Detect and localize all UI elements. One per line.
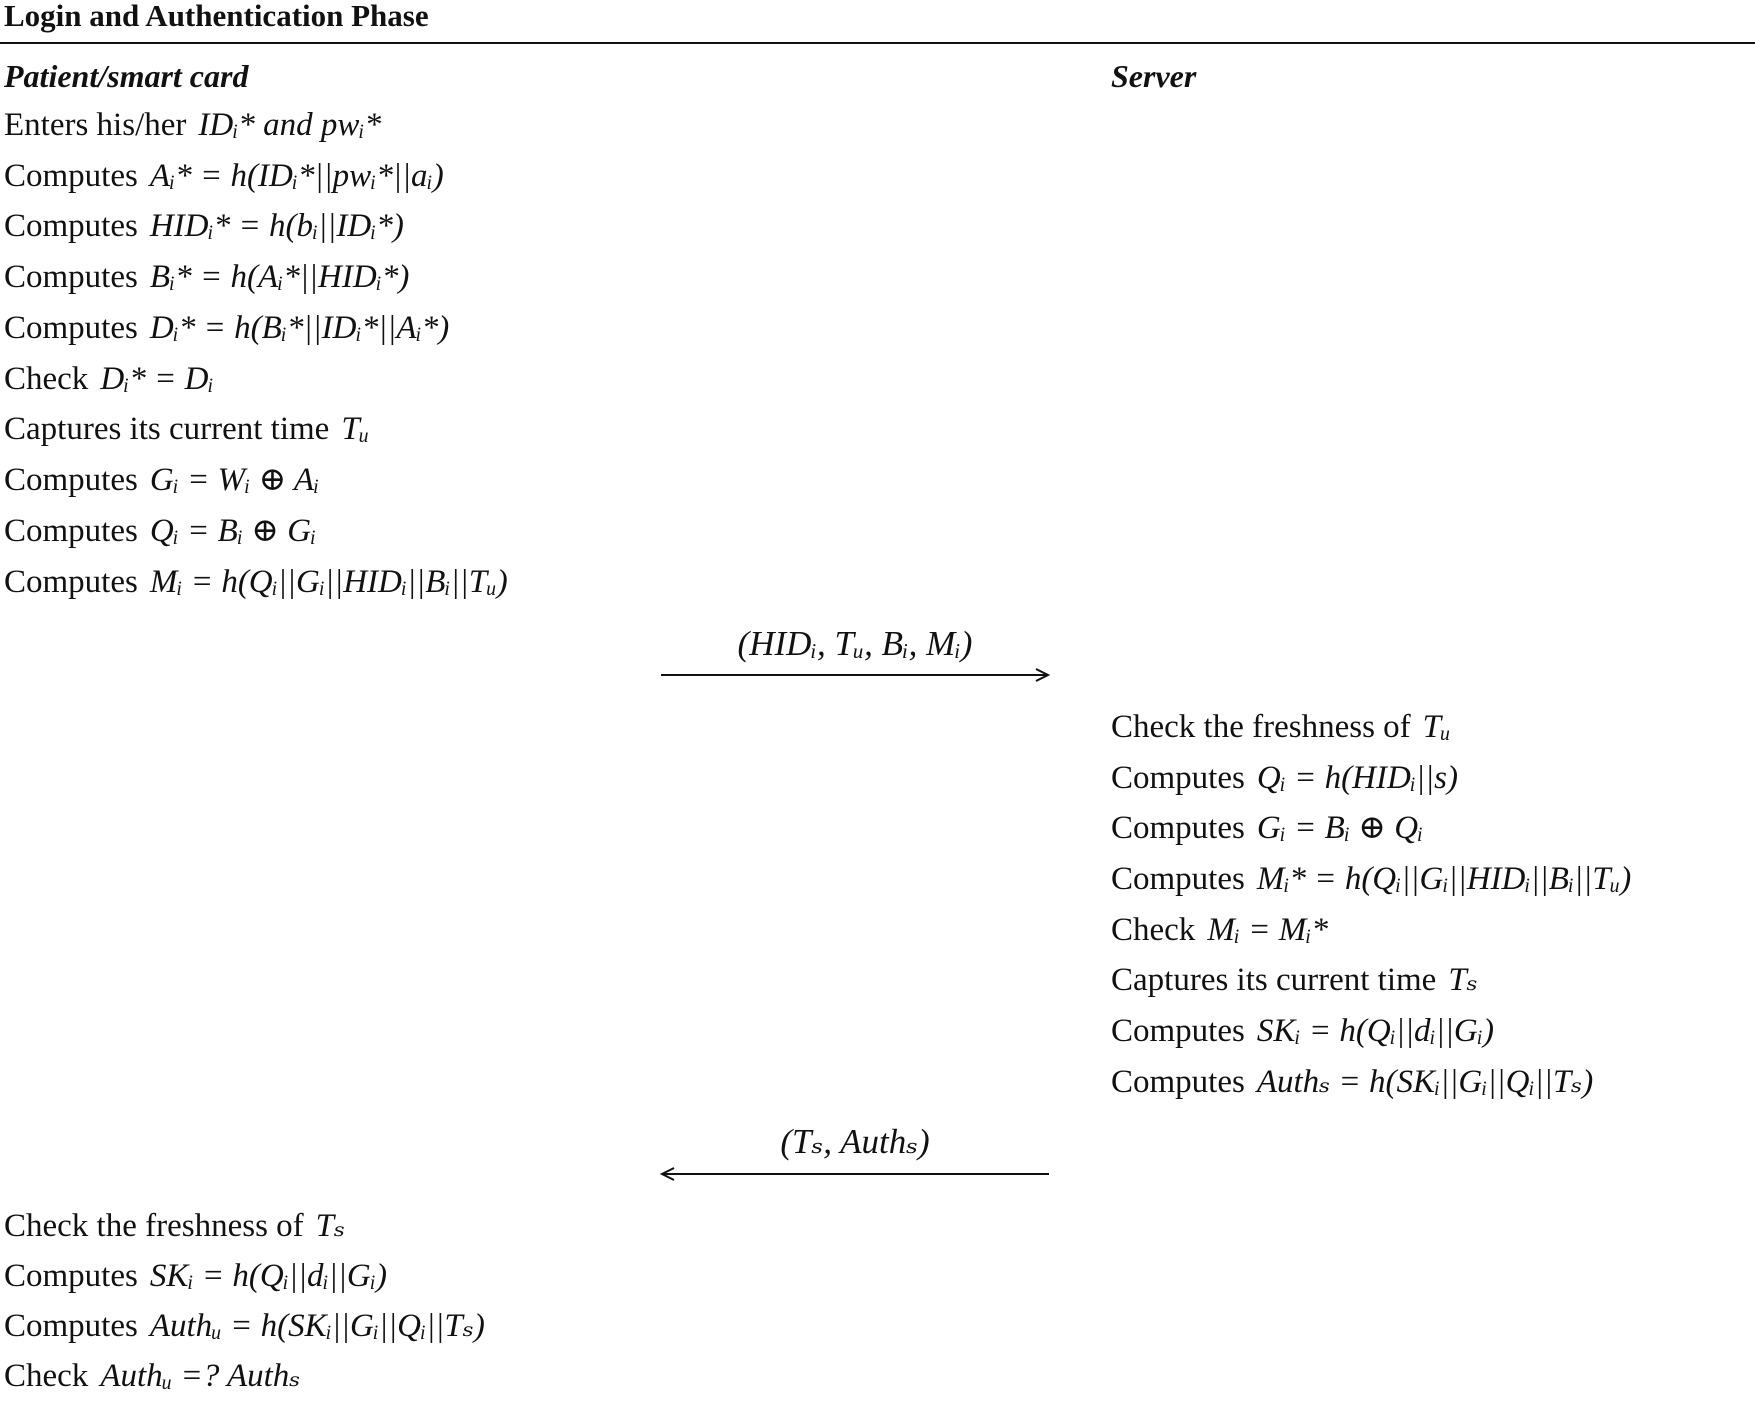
step-math: Bᵢ* = h(Aᵢ*||HIDᵢ*) xyxy=(149,259,410,295)
client-step xyxy=(4,509,316,553)
step-math: Tᵤ xyxy=(1422,709,1451,745)
server-step xyxy=(1111,806,1423,850)
step-verb: Computes xyxy=(4,564,138,600)
server-header: Server xyxy=(1111,58,1197,94)
step-math: Qᵢ = h(HIDᵢ||s) xyxy=(1256,760,1459,796)
server-step xyxy=(1111,705,1451,749)
client-final-step xyxy=(4,1204,345,1248)
step-math: Mᵢ* = h(Qᵢ||Gᵢ||HIDᵢ||Bᵢ||Tᵤ) xyxy=(1256,861,1632,897)
step-math: Tₛ xyxy=(1448,962,1478,998)
client-step xyxy=(4,306,449,350)
title-rule xyxy=(0,42,1755,44)
server-step xyxy=(1111,958,1478,1002)
step-verb: Check the freshness of xyxy=(4,1208,304,1244)
client-step xyxy=(4,357,214,401)
step-verb: Computes xyxy=(4,310,138,346)
server-step xyxy=(1111,756,1458,800)
client-step xyxy=(4,407,369,451)
step-math: Gᵢ = Wᵢ ⊕ Aᵢ xyxy=(149,462,320,498)
server-step xyxy=(1111,857,1631,901)
client-header: Patient/smart card xyxy=(4,58,249,94)
step-math: SKᵢ = h(Qᵢ||dᵢ||Gᵢ) xyxy=(149,1258,387,1294)
step-math: Aᵢ* = h(IDᵢ*||pwᵢ*||aᵢ) xyxy=(149,158,444,194)
message-2-label: (Tₛ, Authₛ) xyxy=(780,1122,930,1161)
step-verb: Computes xyxy=(4,208,138,244)
client-final-step xyxy=(4,1254,387,1298)
client-step xyxy=(4,154,444,198)
client-step xyxy=(4,204,404,248)
step-math: Tᵤ xyxy=(341,411,370,447)
message-1-label: (HIDᵢ, Tᵤ, Bᵢ, Mᵢ) xyxy=(737,624,973,663)
step-verb: Computes xyxy=(4,513,138,549)
step-verb: Captures its current time xyxy=(1111,962,1437,998)
step-math: Tₛ xyxy=(315,1208,346,1244)
step-math: Qᵢ = Bᵢ ⊕ Gᵢ xyxy=(149,513,317,549)
client-final-step xyxy=(4,1304,485,1348)
step-math: Authᵤ = h(SKᵢ||Gᵢ||Qᵢ||Tₛ) xyxy=(149,1308,485,1344)
step-verb: Computes xyxy=(4,158,138,194)
step-verb: Computes xyxy=(1111,1064,1245,1100)
client-step xyxy=(4,103,381,147)
step-verb: Computes xyxy=(1111,760,1245,796)
client-step xyxy=(4,560,508,604)
step-verb: Check the freshness of xyxy=(1111,709,1411,745)
server-step xyxy=(1111,908,1328,952)
client-step xyxy=(4,458,319,502)
step-verb: Computes xyxy=(1111,1013,1245,1049)
step-verb: Computes xyxy=(1111,861,1245,897)
arrow-left-icon xyxy=(660,1166,1050,1182)
step-math: Authₛ = h(SKᵢ||Gᵢ||Qᵢ||Tₛ) xyxy=(1256,1064,1594,1100)
step-math: SKᵢ = h(Qᵢ||dᵢ||Gᵢ) xyxy=(1256,1013,1494,1049)
step-verb: Computes xyxy=(4,1308,138,1344)
step-math: Gᵢ = Bᵢ ⊕ Qᵢ xyxy=(1256,810,1424,846)
step-verb: Check xyxy=(4,1358,89,1394)
step-verb: Computes xyxy=(4,259,138,295)
server-step xyxy=(1111,1060,1593,1104)
step-verb: Captures its current time xyxy=(4,411,330,447)
step-verb: Computes xyxy=(1111,810,1245,846)
step-math: Authᵤ =? Authₛ xyxy=(100,1358,301,1394)
arrow-right-icon xyxy=(660,667,1050,683)
diagram-title: Login and Authentication Phase xyxy=(4,0,429,33)
step-math: Mᵢ = Mᵢ* xyxy=(1207,912,1329,948)
client-final-step xyxy=(4,1354,300,1398)
step-verb: Computes xyxy=(4,1258,138,1294)
step-math: Mᵢ = h(Qᵢ||Gᵢ||HIDᵢ||Bᵢ||Tᵤ) xyxy=(149,564,508,600)
step-math: HIDᵢ* = h(bᵢ||IDᵢ*) xyxy=(149,208,404,244)
step-math: IDᵢ* and pwᵢ* xyxy=(198,107,382,143)
client-step xyxy=(4,255,409,299)
step-verb: Enters his/her xyxy=(4,107,187,143)
step-math: Dᵢ* = Dᵢ xyxy=(100,361,214,397)
step-verb: Check xyxy=(1111,912,1196,948)
step-math: Dᵢ* = h(Bᵢ*||IDᵢ*||Aᵢ*) xyxy=(149,310,450,346)
step-verb: Computes xyxy=(4,462,138,498)
step-verb: Check xyxy=(4,361,89,397)
server-step xyxy=(1111,1009,1494,1053)
